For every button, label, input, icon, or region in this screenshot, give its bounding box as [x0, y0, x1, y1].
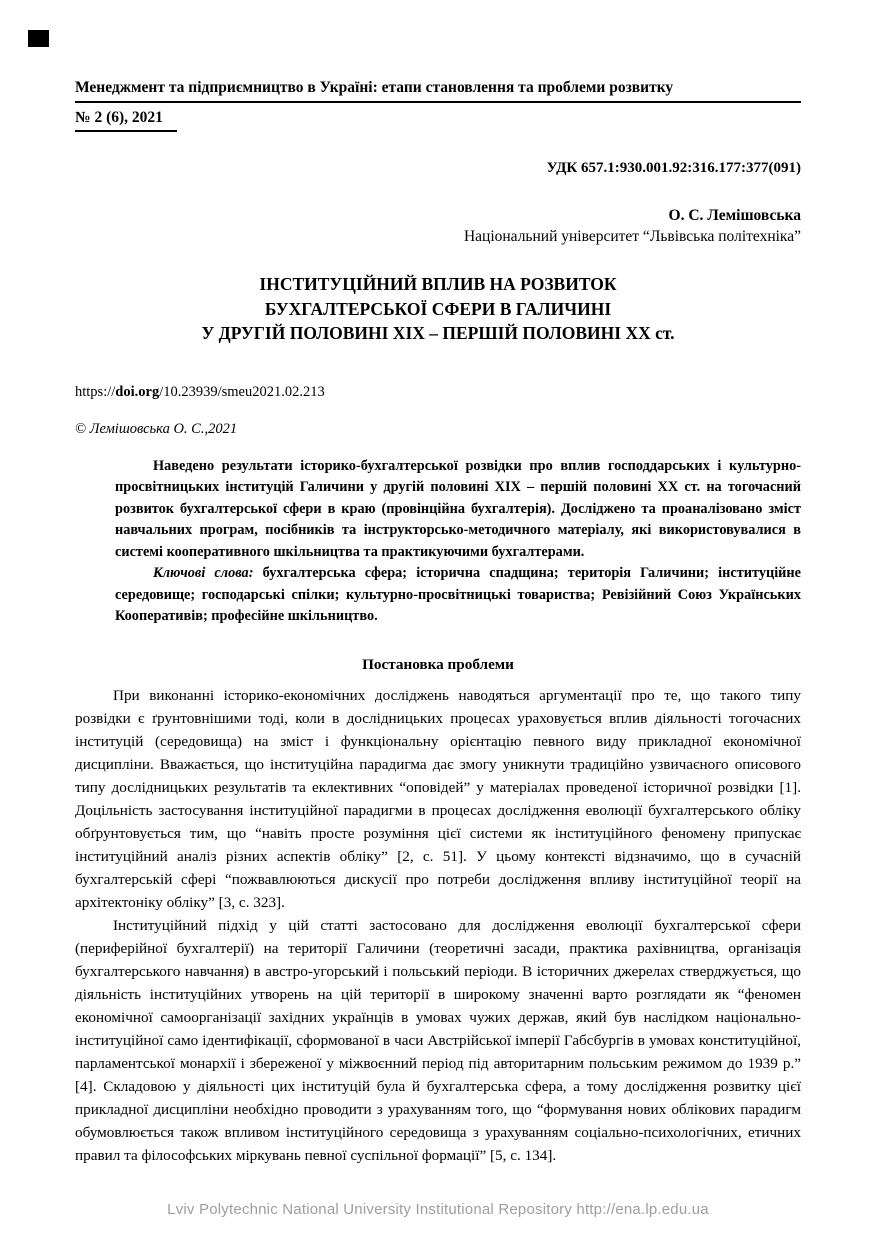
- body-paragraph-2: Інституційний підхід у цій статті застосовано для дослідження еволюції бухгалтерської сфери (периферійної бухгалтерії) на території Галичини (теоретичні засади, практика рахівництва, організація бухгалтерського навчання) в австро-угорський і польський періоди. В історичних джерелах стверджується, що діяльність інституційних утворень на цій території в широкому значенні варто розглядати як “феномен економічної самоорганізації західних українців в умовах чужих держав, який був наслідком національно-інституційної само ідентифікації, сформованої в часи Австрійської імперії Габсбургів в умовах конституційної, парламентської монархії і збереженої у міжвоєнний період під авторитарним польським режимом до 1939 р.” [4]. Складовою у діяльності цих інституцій була й бухгалтерська сфера, а тому дослідження розвитку цієї прикладної дисципліни необхідно проводити з урахуванням того, що “формування нових облікових парадигм обумовлюється також впливом інституційного середовища з урахуванням соціально-психологічних, етичних правил та філософських міркувань певної суспільної формації” [5, с. 134].: [75, 916, 801, 1164]
- article-title-line-2: БУХГАЛТЕРСЬКОЇ СФЕРИ В ГАЛИЧИНІ: [264, 298, 612, 319]
- journal-header-title: Менеджмент та підприємництво в Україні: етапи становлення та проблеми розвитку: [75, 78, 801, 103]
- article-title: [75, 272, 801, 346]
- abstract-block: [115, 456, 801, 628]
- copyright-line: © Лемішовська О. С.,2021: [75, 420, 238, 437]
- article-title-line-3: У ДРУГІЙ ПОЛОВИНІ XIX – ПЕРШІЙ ПОЛОВИНІ XX ст.: [201, 323, 675, 344]
- doi-link[interactable]: [75, 384, 801, 401]
- article-title-line-1: ІНСТИТУЦІЙНИЙ ВПЛИВ НА РОЗВИТОК: [259, 274, 617, 295]
- abstract-text: Наведено результати історико-бухгалтерської розвідки про вплив господдарських і культурно-просвітницьких інституцій Галичини у другій половині XIX – першій половині XX ст. на тогочасний розвиток бухгалтерської сфери в краю (провінційна бухгалтерія). Досліджено та проаналізовано зміст навчальних програм, посібників та інструкторсько-методичного матеріалу, які використовувалися в системі кооперативного шкільництва та практикуючими бухгалтерами.: [115, 457, 801, 560]
- page-corner-mark: [28, 30, 49, 47]
- udc-code: УДК 657.1:930.001.92:316.177:377(091): [546, 160, 801, 177]
- keywords-label: Ключові слова:: [153, 565, 254, 582]
- page-content: [75, 78, 801, 1167]
- doi-prefix: https://: [75, 383, 116, 400]
- author-affiliation: Національний університет “Львівська політехніка”: [463, 228, 801, 246]
- author-name: О. С. Лемішовська: [668, 207, 801, 225]
- body-paragraph-1: При виконанні історико-економічних досліджень наводяться аргументації про те, що такого типу розвідки є ґрунтовнішими тоді, коли в дослідницьких процесах ураховується вплив діяльності тогочасних інституцій (середовища) на зміст і функціональну орієнтацію певного виду прикладної економічної дисципліни. Вважається, що інституційна парадигма дає змогу уникнути традиційно узвичаєного описового типу дослідницьких результатів та еклективних “оповідей” у матеріалах проведеної історичної розвідки [1]. Доцільність застосування інституційної парадигми в процесах дослідження еволюції бухгалтерського обліку обґрунтовується тим, що “навіть просте розуміння цієї системи як інституційного феномену припускає інституційний аналіз різних аспектів обліку” [2, с. 51]. У цьому контексті відзначимо, що в сучасній бухгалтерській сфері “пожвавлюються дискусії про потреби дослідження впливу інституційної теорії на архітектоніку обліку” [3, с. 323].: [75, 686, 801, 911]
- section-heading: Постановка проблеми: [362, 655, 514, 673]
- article-body: [75, 684, 801, 1167]
- keywords-text: бухгалтерська сфера; історична спадщина; територія Галичини; інституційне середовище; господарські спілки; культурно-просвітницькі товариства; Ревізійний Союз Українських Кооперативів; професійне шкільництво.: [115, 565, 801, 625]
- doi-domain: doi.org: [115, 383, 160, 400]
- repository-watermark: Lviv Polytechnic National University Institutional Repository http://ena.lp.edu.ua: [167, 1201, 709, 1218]
- journal-issue-number: № 2 (6), 2021: [75, 107, 177, 132]
- doi-path: /10.23939/smeu2021.02.213: [159, 383, 325, 400]
- journal-header-issue-row: [75, 107, 801, 132]
- keywords-paragraph: [115, 563, 801, 628]
